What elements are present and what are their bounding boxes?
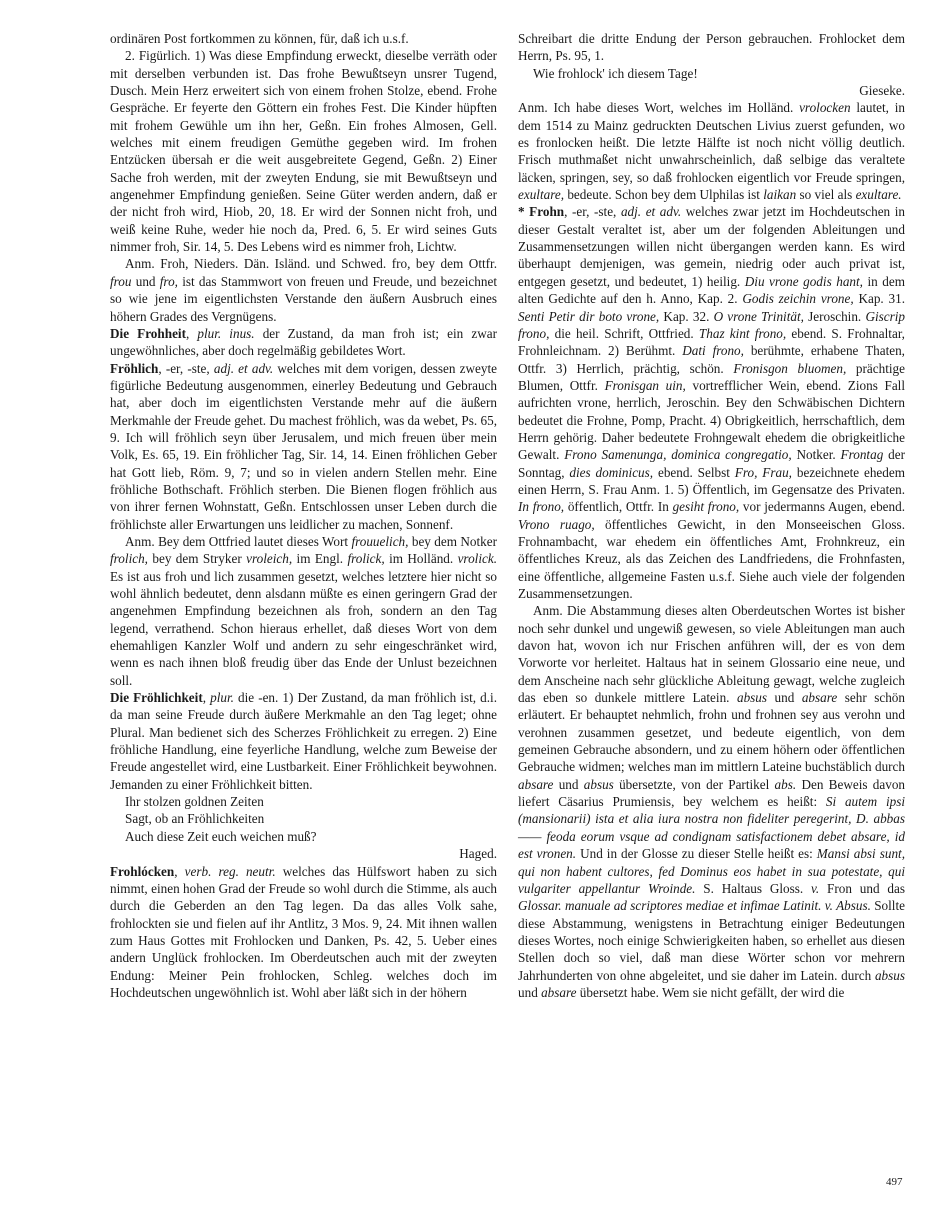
entry-frohn: * Frohn, -er, -ste, adj. et adv. welches zwar jetzt im Hochdeutschen in dieser Gestalt veraltet ist, aber um der folgenden Ableitungen und Zusammensetzungen willen nicht übergangen werden kann. Es wird überhaupt demjenigen, was gemein, niedrig oder auch privat ist, entgegen gesetzt, und bedeutet, 1) heilig. Diu vrone godis hant, in dem alten Gedichte auf den h. Anno, Kap. 2. Godis zeichin vrone, Kap. 31. Senti Petir dir boto vrone, Kap. 32. O vrone Trinität, Jeroschin. Giscrip frono, die heil. Schrift, Ottfried. Thaz kint frono, ebend. S. Frohnaltar, Frohnleichnam. 2) Berühmt. Dati frono, berühmte, erhabene Thaten, Ottfr. 3) Herrlich, prächtig, schön. Fronisgon bluomen, prächtige Blumen, Ottfr. Fronisgan uin, vortrefflicher Wein, ebend. Zions Fall aufrichten vrone, herrlich, Jeroschin. Bey den Schwäbischen Dichtern bedeutet die Frohne, Pomp, Pracht. 4) Obrigkeitlich, herrschaftlich, dem Herrn gehörig. Daher bedeutete Frohngewalt ehedem die obrigkeitliche Gewalt. Frono Samenunga, dominica congregatio, Notker. Frontag der Sonntag, dies dominicus, ebend. Selbst Fro, Frau, bezeichnete ehedem einen Herrn, S. Frau Anm. 1. 5) Öffentlich, im Gegensatze des Privaten. In frono, öffentlich, Ottfr. In gesiht frono, vor jedermanns Augen, ebend. Vrono ruago, öffentliches Gewicht, in den Monseeischen Gloss. Frohnambacht, war ehedem ein öffentliches Amt, Frohnkreuz, ein öffentliches Kreuz, als das Zeichen des Landfriedens, die Frohnfasten, eine öffentliche, allgemeine Fasten u.s.f. Siehe auch viele der folgenden Zusammensetzungen.	[518, 204, 906, 601]
verse-line: Auch diese Zeit euch weichen muß?	[125, 828, 317, 844]
verse-attribution: Gieseke.	[859, 83, 905, 99]
lemma: Die Fröhlichkeit	[110, 690, 203, 706]
entry-frohlocken: Frohlócken, verb. reg. neutr. welches das Hülfswort haben zu sich nimmt, einen hohen Grad der Freude so wohl durch die Stimme, als auch durch die Geberden an den Tag legen. Da das alles Volk sahe, frohlockten sie und fielen auf ihr Antlitz, 3 Mos. 9, 24. Mit ihnen wallen zum Haus Gottes mit Frohlocken und Danken, Ps. 42, 5. Ueber eines andern Unglück frohlocken. Im Oberdeutschen auch mit der zweyten Endung: Meiner Pein frohlocken, Schleg. welches doch im Hochdeutschen ungewöhnlich ist. Wohl aber läßt sich in der höhern	[110, 863, 497, 1000]
lemma: Die Frohheit	[110, 325, 186, 341]
left-column	[110, 30, 497, 1001]
annotation-paragraph: Anm. Die Abstammung dieses alten Oberdeutschen Wortes ist bisher noch sehr dunkel und ungewiß gewesen, so viele Ableitungen man auch davon hat, wovon ich nur Frischen anführen will, der es von dem Vorworte vor herleitet. Haltaus hat in seinem Glossario eine neue, und dem Anscheine nach sehr glückliche Ableitung gewagt, welche zugleich das eben so dunkele mittlere Latein. absus und absare sehr schön erläutert. Er behauptet nehmlich, frohn und frohnen sey aus verohn und verohnen zusammen gesetzet, und bedeute eigentlich, von dem gemeinen Gebrauche absondern, und zu einem höhern oder öffentlichen Gebrauche widmen; welches man im mittlern Lateine buchstäblich durch absare und absus übersetzte, von der Partikel abs. Den Beweis davon liefert Cäsarius Prumiensis, bey welchem es heißt: Si autem ipsi (mansionarii) ista et alia iura nostra non fideliter peregerint, D. abbas—— feoda eorum vsque ad condignam satisfactionem debet absare, id est vronen. Und in der Glosse zu dieser Stelle heißt es: Mansi absi sunt, qui non habent cultores, fed Dominus eos habet in sua potestate, qui vulgariter appellantur Wroinde. S. Haltaus Gloss. v. Fron und das Glossar. manuale ad scriptores mediae et infimae Latinit. v. Absus. Sollte diese Abstammung, wenigstens in Betrachtung einiger Bedeutungen dieses Wortes, noch einige Schwierigkeiten haben, so erhellet aus diesen Stellen doch so viel, daß man diese Wörter schon vor mehrern Jahrhunderten von ohne abgeleitet, und sie daher im Latein. durch absus und absare übersetzt habe. Wem sie nicht gefällt, der wird die	[518, 603, 906, 1000]
entry-froehlichkeit: Die Fröhlichkeit, plur. die -en. 1) Der Zustand, da man fröhlich ist, d.i. da man seine Freude durch äußere Merkmahle an den Tag leget; ohne Plural. Man bedienet sich des Scherzes Fröhlichkeit zu erregen. 2) Eine fröhliche Handlung, eine feyerliche Handlung, welche zum Beweise der Freude angestellet wird, eine Lustbarkeit. Einer Fröhlichkeit beywohnen. Jemanden zu einer Fröhlichkeit bitten.	[110, 690, 497, 792]
annotation-paragraph: Anm. Bey dem Ottfried lautet dieses Wort frouuelich, bey dem Notker frolich, bey dem Stryker vroleich, im Engl. frolick, im Holländ. vrolick. Es ist aus froh und lich zusammen gesetzt, welches letztere hier nicht so wohl ähnlich bedeutet, denn alsdann müßte es einen geringern Grad der angenehmen Empfindung bezeichnen als froh, sondern an den Tag legend, verrathend. Schon hieraus erhellet, daß dieses Wort von dem ehemahligen Kanzler Wolf und andern zu sehr eingeschränket wird, wenn es nach ihnen bloß freudig über das Ende der Unlust bezeichnen soll.	[110, 533, 497, 688]
verse-attribution: Haged.	[459, 846, 497, 862]
paragraph: ordinären Post fortkommen zu können, für, daß ich u.s.f.	[110, 31, 409, 46]
verse-line: Sagt, ob an Fröhlichkeiten	[125, 811, 265, 827]
paragraph: 2. Figürlich. 1) Was diese Empfindung erweckt, dieselbe verräth oder mit derselben verbunden ist. Das frohe Bewußtseyn unsrer Tugend, Dusch. Mein Herz erweitert sich von einem frohen Stolze, ebend. Frohe Gespräche. Er feyerte den Göttern ein frohes Fest. Die Kinder hüpften mit frohem Gewühle um ihn her, Geßn. Ein frohes Almosen, Gell. welches mit einem freudigen Gemüthe gegeben wird. Im frohen Entzücken übersah er die weit ausgebreitete Gegend, Geßn. 2) Einer Sache froh werden, mit der zweyten Endung, sie mit Bewußtseyn und angenehmer Empfindung genießen. Seine Güter werden andern, daß er der nicht froh wird, Hiob, 20, 18. Er wird der Sonnen nicht froh, und weiß keine Ruhe, weder hie noch da, Pred. 6, 5. Er wird seines Guts nimmer froh, Sir. 14, 5. Des Lebens wird es nimmer froh, Lichtw.	[110, 48, 497, 255]
annotation-paragraph: Anm. Ich habe dieses Wort, welches im Holländ. vrolocken lautet, in dem 1514 zu Mainz gedruckten Deutschen Livius zuerst gefunden, wo es fronlocken heißt. Die letzte Hälfte ist noch nicht völlig deutlich. Frisch muthmaßet nicht unwahrscheinlich, daß selbige das veraltete läcken, springen, sey, so daß frohlocken eigentlich vor Freude springen, exultare, bedeute. Schon bey dem Ulphilas ist laikan so viel als exultare.	[518, 100, 905, 203]
right-column	[518, 30, 905, 1001]
verse-line: Ihr stolzen goldnen Zeiten	[125, 794, 264, 810]
annotation-paragraph: Anm. Froh, Nieders. Dän. Isländ. und Schwed. fro, bey dem Ottfr. frou und fro, ist das Stammwort von freuen und Freude, und bezeichnet so wie jene im eigentlichsten Verstande den äußern Ausbruch eines höhern Grades des Vergnügens.	[110, 256, 497, 324]
paragraph: Schreibart die dritte Endung der Person gebrauchen. Frohlocket dem Herrn, Ps. 95, 1.	[518, 31, 905, 64]
entry-froehlich: Fröhlich, -er, -ste, adj. et adv. welches mit dem vorigen, dessen zweyte figürliche Bedeutung ausgenommen, einerley Bedeutung und Gebrauch hat, aber doch im eigentlichsten Verstande mehr auf die äußern Merkmahle der Freude gehet. Du machest fröhlich, was da webet, Ps. 65, 9. Ich will fröhlich seyn über Jerusalem, und mich freuen über mein Volk, Es. 65, 19. Ein fröhlicher Tag, Sir. 14, 14. Einen fröhlichen Geber hat Gott lieb, Röm. 9, 7; und so in vielen andern Stellen mehr. Eine fröhliche Bothschaft. Fröhlich sterben. Die Bienen flogen fröhlich aus von ihrer fernen Wohnstatt, Geßn. Entschlossen unser Leben durch die fröhlichste aller Erwartungen uns leidlicher zu machen, Sonnenf.	[110, 360, 497, 532]
verse-line: Wie frohlock' ich diesem Tage!	[533, 65, 698, 81]
page-number: 497	[886, 1176, 903, 1188]
entry-frohheit: Die Frohheit, plur. inus. der Zustand, da man froh ist; ein zwar ungewöhnliches, aber doch regelmäßig gebildetes Wort.	[110, 325, 497, 359]
lemma: * Frohn	[518, 204, 565, 220]
lemma: Frohlócken	[110, 863, 175, 879]
lemma: Fröhlich	[110, 360, 159, 376]
